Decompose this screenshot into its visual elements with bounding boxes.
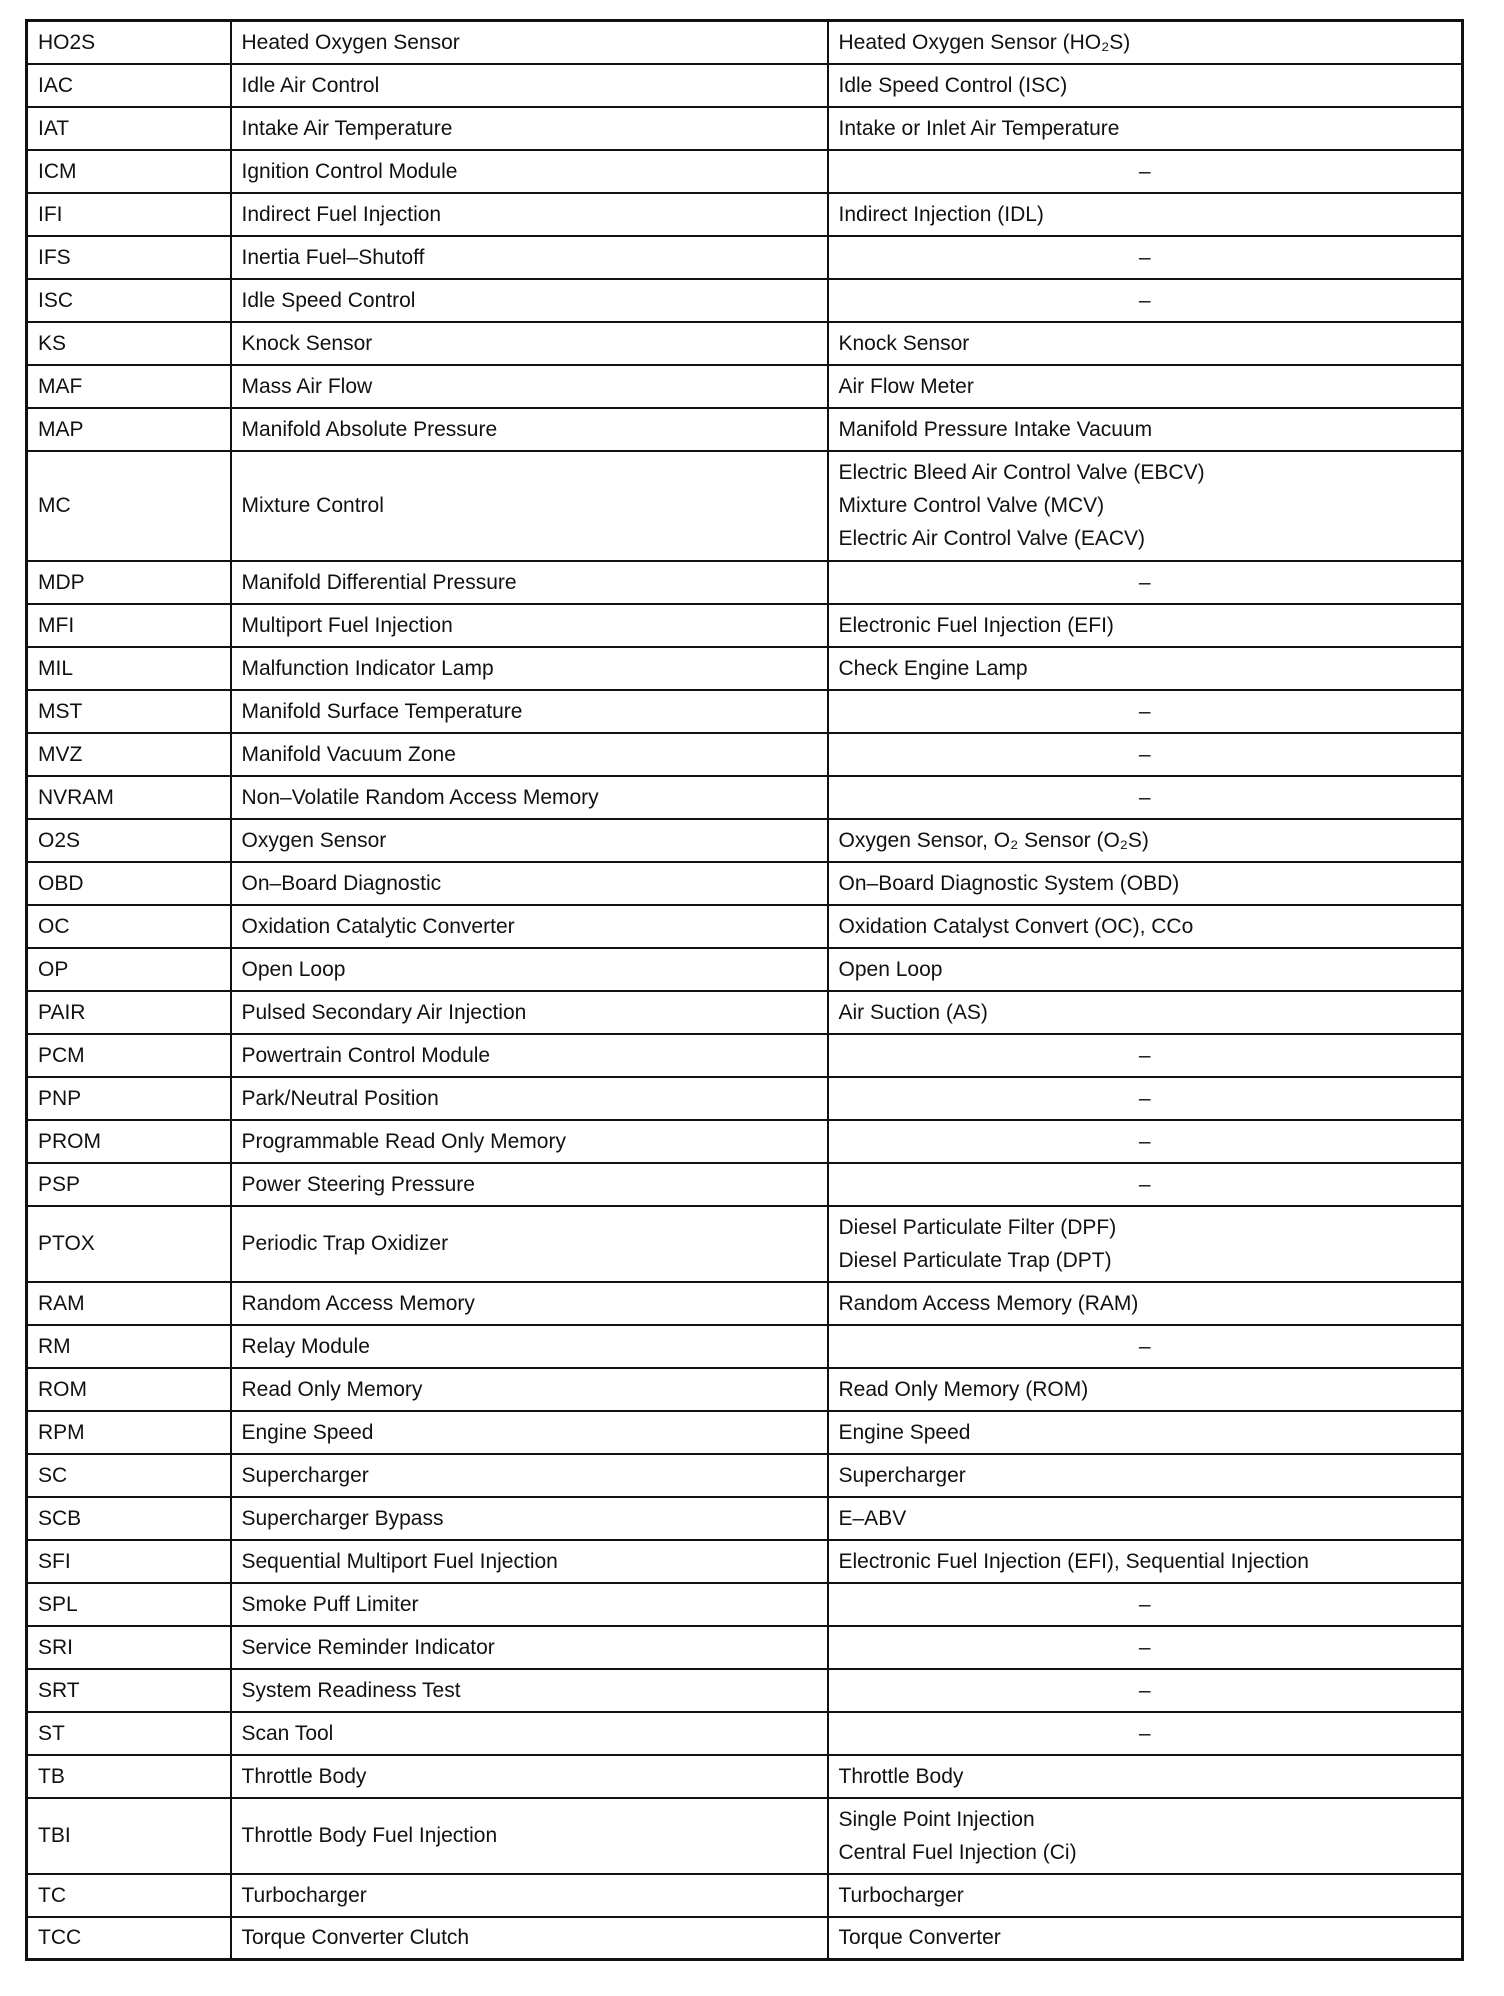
equivalent-term-cell	[828, 690, 1463, 733]
term-cell: Mass Air Flow	[231, 365, 828, 408]
abbreviation-cell: IFS	[27, 236, 231, 279]
term-cell: Manifold Differential Pressure	[231, 561, 828, 604]
table-row	[27, 21, 1463, 64]
equivalent-term-line: Check Engine Lamp	[838, 656, 1028, 680]
abbreviation-cell: PAIR	[27, 991, 231, 1034]
term-cell: Turbocharger	[231, 1874, 828, 1917]
term-cell: Idle Air Control	[231, 64, 828, 107]
equivalent-term-line: Intake or Inlet Air Temperature	[838, 116, 1120, 140]
equivalent-term-cell	[828, 991, 1463, 1034]
term-cell: Multiport Fuel Injection	[231, 604, 828, 647]
equivalent-term-line: –	[1138, 1129, 1151, 1153]
table-row	[27, 1077, 1463, 1120]
equivalent-term-cell	[828, 561, 1463, 604]
table-row	[27, 1798, 1463, 1874]
abbreviation-cell: ROM	[27, 1368, 231, 1411]
equivalent-term-cell	[828, 1325, 1463, 1368]
equivalent-term-cell	[828, 776, 1463, 819]
table-row	[27, 647, 1463, 690]
equivalent-term-cell	[828, 64, 1463, 107]
abbreviation-cell: KS	[27, 322, 231, 365]
term-cell: Inertia Fuel–Shutoff	[231, 236, 828, 279]
term-cell: Read Only Memory	[231, 1368, 828, 1411]
equivalent-term-line: –	[1138, 1721, 1151, 1745]
abbreviation-cell: OC	[27, 905, 231, 948]
equivalent-term-line: Indirect Injection (IDL)	[838, 202, 1044, 226]
table-row	[27, 561, 1463, 604]
equivalent-term-line: Read Only Memory (ROM)	[838, 1377, 1089, 1401]
table-row	[27, 1874, 1463, 1917]
abbreviation-cell: PNP	[27, 1077, 231, 1120]
term-cell: Indirect Fuel Injection	[231, 193, 828, 236]
equivalent-term-line: Heated Oxygen Sensor (HO₂S)	[838, 30, 1131, 54]
term-cell: Malfunction Indicator Lamp	[231, 647, 828, 690]
equivalent-term-cell	[828, 1120, 1463, 1163]
table-row	[27, 1282, 1463, 1325]
term-cell: Torque Converter Clutch	[231, 1917, 828, 1960]
abbreviation-cell: IAC	[27, 64, 231, 107]
equivalent-term-line: –	[1138, 785, 1151, 809]
equivalent-term-line: –	[1138, 1172, 1151, 1196]
table-row	[27, 690, 1463, 733]
equivalent-term-cell	[828, 322, 1463, 365]
equivalent-term-cell	[828, 862, 1463, 905]
equivalent-term-line: Diesel Particulate Filter (DPF)	[838, 1215, 1117, 1239]
equivalent-term-cell	[828, 1206, 1463, 1282]
equivalent-term-line: Single Point Injection	[838, 1807, 1035, 1831]
abbreviation-cell: SCB	[27, 1497, 231, 1540]
equivalent-term-line: –	[1138, 570, 1151, 594]
term-cell: Service Reminder Indicator	[231, 1626, 828, 1669]
abbreviation-cell: ST	[27, 1712, 231, 1755]
term-cell: Open Loop	[231, 948, 828, 991]
table-row	[27, 64, 1463, 107]
table-row	[27, 862, 1463, 905]
table-row	[27, 819, 1463, 862]
table-row	[27, 905, 1463, 948]
abbreviation-cell: TB	[27, 1755, 231, 1798]
equivalent-term-line: Engine Speed	[838, 1420, 971, 1444]
equivalent-term-cell	[828, 1282, 1463, 1325]
equivalent-term-cell	[828, 1540, 1463, 1583]
abbreviation-cell: TC	[27, 1874, 231, 1917]
term-cell: Manifold Absolute Pressure	[231, 408, 828, 451]
table-row	[27, 322, 1463, 365]
abbreviation-cell: O2S	[27, 819, 231, 862]
abbreviation-cell: HO2S	[27, 21, 231, 64]
table-row	[27, 365, 1463, 408]
equivalent-term-cell	[828, 107, 1463, 150]
term-cell: Throttle Body Fuel Injection	[231, 1798, 828, 1874]
table-row	[27, 1120, 1463, 1163]
equivalent-term-cell	[828, 21, 1463, 64]
equivalent-term-line: Mixture Control Valve (MCV)	[838, 494, 1105, 517]
term-cell: Power Steering Pressure	[231, 1163, 828, 1206]
abbreviation-cell: SRT	[27, 1669, 231, 1712]
table-row	[27, 1626, 1463, 1669]
equivalent-term-cell	[828, 905, 1463, 948]
equivalent-term-line: Air Suction (AS)	[838, 1000, 988, 1024]
table-row	[27, 776, 1463, 819]
table-row	[27, 1712, 1463, 1755]
abbreviation-cell: ICM	[27, 150, 231, 193]
equivalent-term-line: Torque Converter	[838, 1926, 1001, 1950]
equivalent-term-cell	[828, 1163, 1463, 1206]
equivalent-term-line: Throttle Body	[838, 1764, 964, 1788]
equivalent-term-line: Supercharger	[838, 1463, 966, 1487]
table-row	[27, 1325, 1463, 1368]
abbreviation-cell: SFI	[27, 1540, 231, 1583]
equivalent-term-line: –	[1138, 288, 1151, 312]
equivalent-term-line: Electric Air Control Valve (EACV)	[838, 527, 1146, 550]
equivalent-term-line: –	[1138, 1086, 1151, 1110]
abbreviation-cell: MST	[27, 690, 231, 733]
equivalent-term-cell	[828, 1497, 1463, 1540]
table-row	[27, 1163, 1463, 1206]
table-row	[27, 1583, 1463, 1626]
term-cell: Supercharger Bypass	[231, 1497, 828, 1540]
equivalent-term-cell	[828, 1798, 1463, 1874]
term-cell: Mixture Control	[231, 451, 828, 561]
abbreviation-cell: OBD	[27, 862, 231, 905]
term-cell: Engine Speed	[231, 1411, 828, 1454]
terminology-table-body	[27, 21, 1463, 1960]
equivalent-term-line: Diesel Particulate Trap (DPT)	[838, 1248, 1112, 1272]
abbreviation-cell: MAF	[27, 365, 231, 408]
equivalent-term-line: Manifold Pressure Intake Vacuum	[838, 417, 1153, 441]
equivalent-term-cell	[828, 1626, 1463, 1669]
abbreviation-cell: ISC	[27, 279, 231, 322]
equivalent-term-cell	[828, 733, 1463, 776]
abbreviation-cell: PCM	[27, 1034, 231, 1077]
term-cell: Knock Sensor	[231, 322, 828, 365]
equivalent-term-line: Electronic Fuel Injection (EFI)	[838, 613, 1114, 637]
table-row	[27, 604, 1463, 647]
abbreviation-cell: MAP	[27, 408, 231, 451]
equivalent-term-line: Oxidation Catalyst Convert (OC), CCo	[838, 914, 1194, 938]
table-row	[27, 1540, 1463, 1583]
equivalent-term-cell	[828, 451, 1463, 561]
equivalent-term-cell	[828, 1712, 1463, 1755]
abbreviation-cell: PTOX	[27, 1206, 231, 1282]
term-cell: Pulsed Secondary Air Injection	[231, 991, 828, 1034]
table-row	[27, 1669, 1463, 1712]
table-row	[27, 279, 1463, 322]
equivalent-term-cell	[828, 1077, 1463, 1120]
term-cell: Manifold Surface Temperature	[231, 690, 828, 733]
equivalent-term-line: –	[1138, 159, 1151, 183]
equivalent-term-line: E–ABV	[838, 1506, 907, 1530]
abbreviation-cell: PSP	[27, 1163, 231, 1206]
equivalent-term-line: –	[1138, 1592, 1151, 1616]
abbreviation-cell: MVZ	[27, 733, 231, 776]
equivalent-term-line: –	[1138, 245, 1151, 269]
table-row	[27, 1497, 1463, 1540]
equivalent-term-cell	[828, 647, 1463, 690]
abbreviation-cell: TBI	[27, 1798, 231, 1874]
term-cell: Manifold Vacuum Zone	[231, 733, 828, 776]
equivalent-term-line: Open Loop	[838, 957, 943, 981]
table-row	[27, 1917, 1463, 1960]
term-cell: Intake Air Temperature	[231, 107, 828, 150]
term-cell: Powertrain Control Module	[231, 1034, 828, 1077]
term-cell: Throttle Body	[231, 1755, 828, 1798]
equivalent-term-line: –	[1138, 1678, 1151, 1702]
equivalent-term-cell	[828, 1755, 1463, 1798]
term-cell: Oxidation Catalytic Converter	[231, 905, 828, 948]
term-cell: Scan Tool	[231, 1712, 828, 1755]
equivalent-term-line: Oxygen Sensor, O₂ Sensor (O₂S)	[838, 828, 1149, 852]
term-cell: Sequential Multiport Fuel Injection	[231, 1540, 828, 1583]
terminology-table	[25, 19, 1464, 1961]
term-cell: Park/Neutral Position	[231, 1077, 828, 1120]
table-row	[27, 408, 1463, 451]
abbreviation-cell: MFI	[27, 604, 231, 647]
equivalent-term-line: Electric Bleed Air Control Valve (EBCV)	[838, 461, 1205, 484]
table-row	[27, 150, 1463, 193]
equivalent-term-cell	[828, 948, 1463, 991]
equivalent-term-line: On–Board Diagnostic System (OBD)	[838, 871, 1180, 895]
equivalent-term-line: Knock Sensor	[838, 331, 970, 355]
equivalent-term-line: –	[1138, 1334, 1151, 1358]
equivalent-term-cell	[828, 1411, 1463, 1454]
equivalent-term-line: –	[1138, 699, 1151, 723]
equivalent-term-cell	[828, 1034, 1463, 1077]
equivalent-term-line: Air Flow Meter	[838, 374, 974, 398]
abbreviation-cell: SRI	[27, 1626, 231, 1669]
abbreviation-cell: RAM	[27, 1282, 231, 1325]
term-cell: Heated Oxygen Sensor	[231, 21, 828, 64]
table-row	[27, 1206, 1463, 1282]
equivalent-term-cell	[828, 279, 1463, 322]
equivalent-term-cell	[828, 365, 1463, 408]
term-cell: On–Board Diagnostic	[231, 862, 828, 905]
table-row	[27, 1368, 1463, 1411]
table-row	[27, 451, 1463, 561]
abbreviation-cell: TCC	[27, 1917, 231, 1960]
table-row	[27, 236, 1463, 279]
table-row	[27, 1755, 1463, 1798]
equivalent-term-cell	[828, 1669, 1463, 1712]
term-cell: Oxygen Sensor	[231, 819, 828, 862]
abbreviation-cell: PROM	[27, 1120, 231, 1163]
abbreviation-cell: RM	[27, 1325, 231, 1368]
table-row	[27, 1454, 1463, 1497]
table-row	[27, 1411, 1463, 1454]
equivalent-term-line: –	[1138, 1635, 1151, 1659]
equivalent-term-line: Idle Speed Control (ISC)	[838, 73, 1068, 97]
equivalent-term-line: Random Access Memory (RAM)	[838, 1291, 1139, 1315]
term-cell: Ignition Control Module	[231, 150, 828, 193]
term-cell: Programmable Read Only Memory	[231, 1120, 828, 1163]
term-cell: Supercharger	[231, 1454, 828, 1497]
abbreviation-cell: IFI	[27, 193, 231, 236]
equivalent-term-cell	[828, 604, 1463, 647]
equivalent-term-line: Central Fuel Injection (Ci)	[838, 1840, 1077, 1864]
equivalent-term-cell	[828, 1454, 1463, 1497]
equivalent-term-cell	[828, 193, 1463, 236]
table-row	[27, 107, 1463, 150]
equivalent-term-line: –	[1138, 742, 1151, 766]
term-cell: Idle Speed Control	[231, 279, 828, 322]
term-cell: System Readiness Test	[231, 1669, 828, 1712]
equivalent-term-cell	[828, 150, 1463, 193]
equivalent-term-line: –	[1138, 1043, 1151, 1067]
equivalent-term-line: Electronic Fuel Injection (EFI), Sequential Injection	[838, 1549, 1309, 1573]
table-row	[27, 991, 1463, 1034]
equivalent-term-cell	[828, 1917, 1463, 1960]
equivalent-term-cell	[828, 408, 1463, 451]
term-cell: Random Access Memory	[231, 1282, 828, 1325]
equivalent-term-cell	[828, 1583, 1463, 1626]
abbreviation-cell: MC	[27, 451, 231, 561]
abbreviation-cell: SPL	[27, 1583, 231, 1626]
abbreviation-cell: IAT	[27, 107, 231, 150]
equivalent-term-cell	[828, 1368, 1463, 1411]
abbreviation-cell: NVRAM	[27, 776, 231, 819]
table-row	[27, 1034, 1463, 1077]
term-cell: Periodic Trap Oxidizer	[231, 1206, 828, 1282]
equivalent-term-line: Turbocharger	[838, 1883, 964, 1907]
equivalent-term-cell	[828, 1874, 1463, 1917]
abbreviation-cell: RPM	[27, 1411, 231, 1454]
term-cell: Non–Volatile Random Access Memory	[231, 776, 828, 819]
table-row	[27, 948, 1463, 991]
term-cell: Relay Module	[231, 1325, 828, 1368]
abbreviation-cell: OP	[27, 948, 231, 991]
abbreviation-cell: MDP	[27, 561, 231, 604]
equivalent-term-cell	[828, 236, 1463, 279]
table-row	[27, 733, 1463, 776]
abbreviation-cell: SC	[27, 1454, 231, 1497]
abbreviation-cell: MIL	[27, 647, 231, 690]
term-cell: Smoke Puff Limiter	[231, 1583, 828, 1626]
equivalent-term-cell	[828, 819, 1463, 862]
table-row	[27, 193, 1463, 236]
